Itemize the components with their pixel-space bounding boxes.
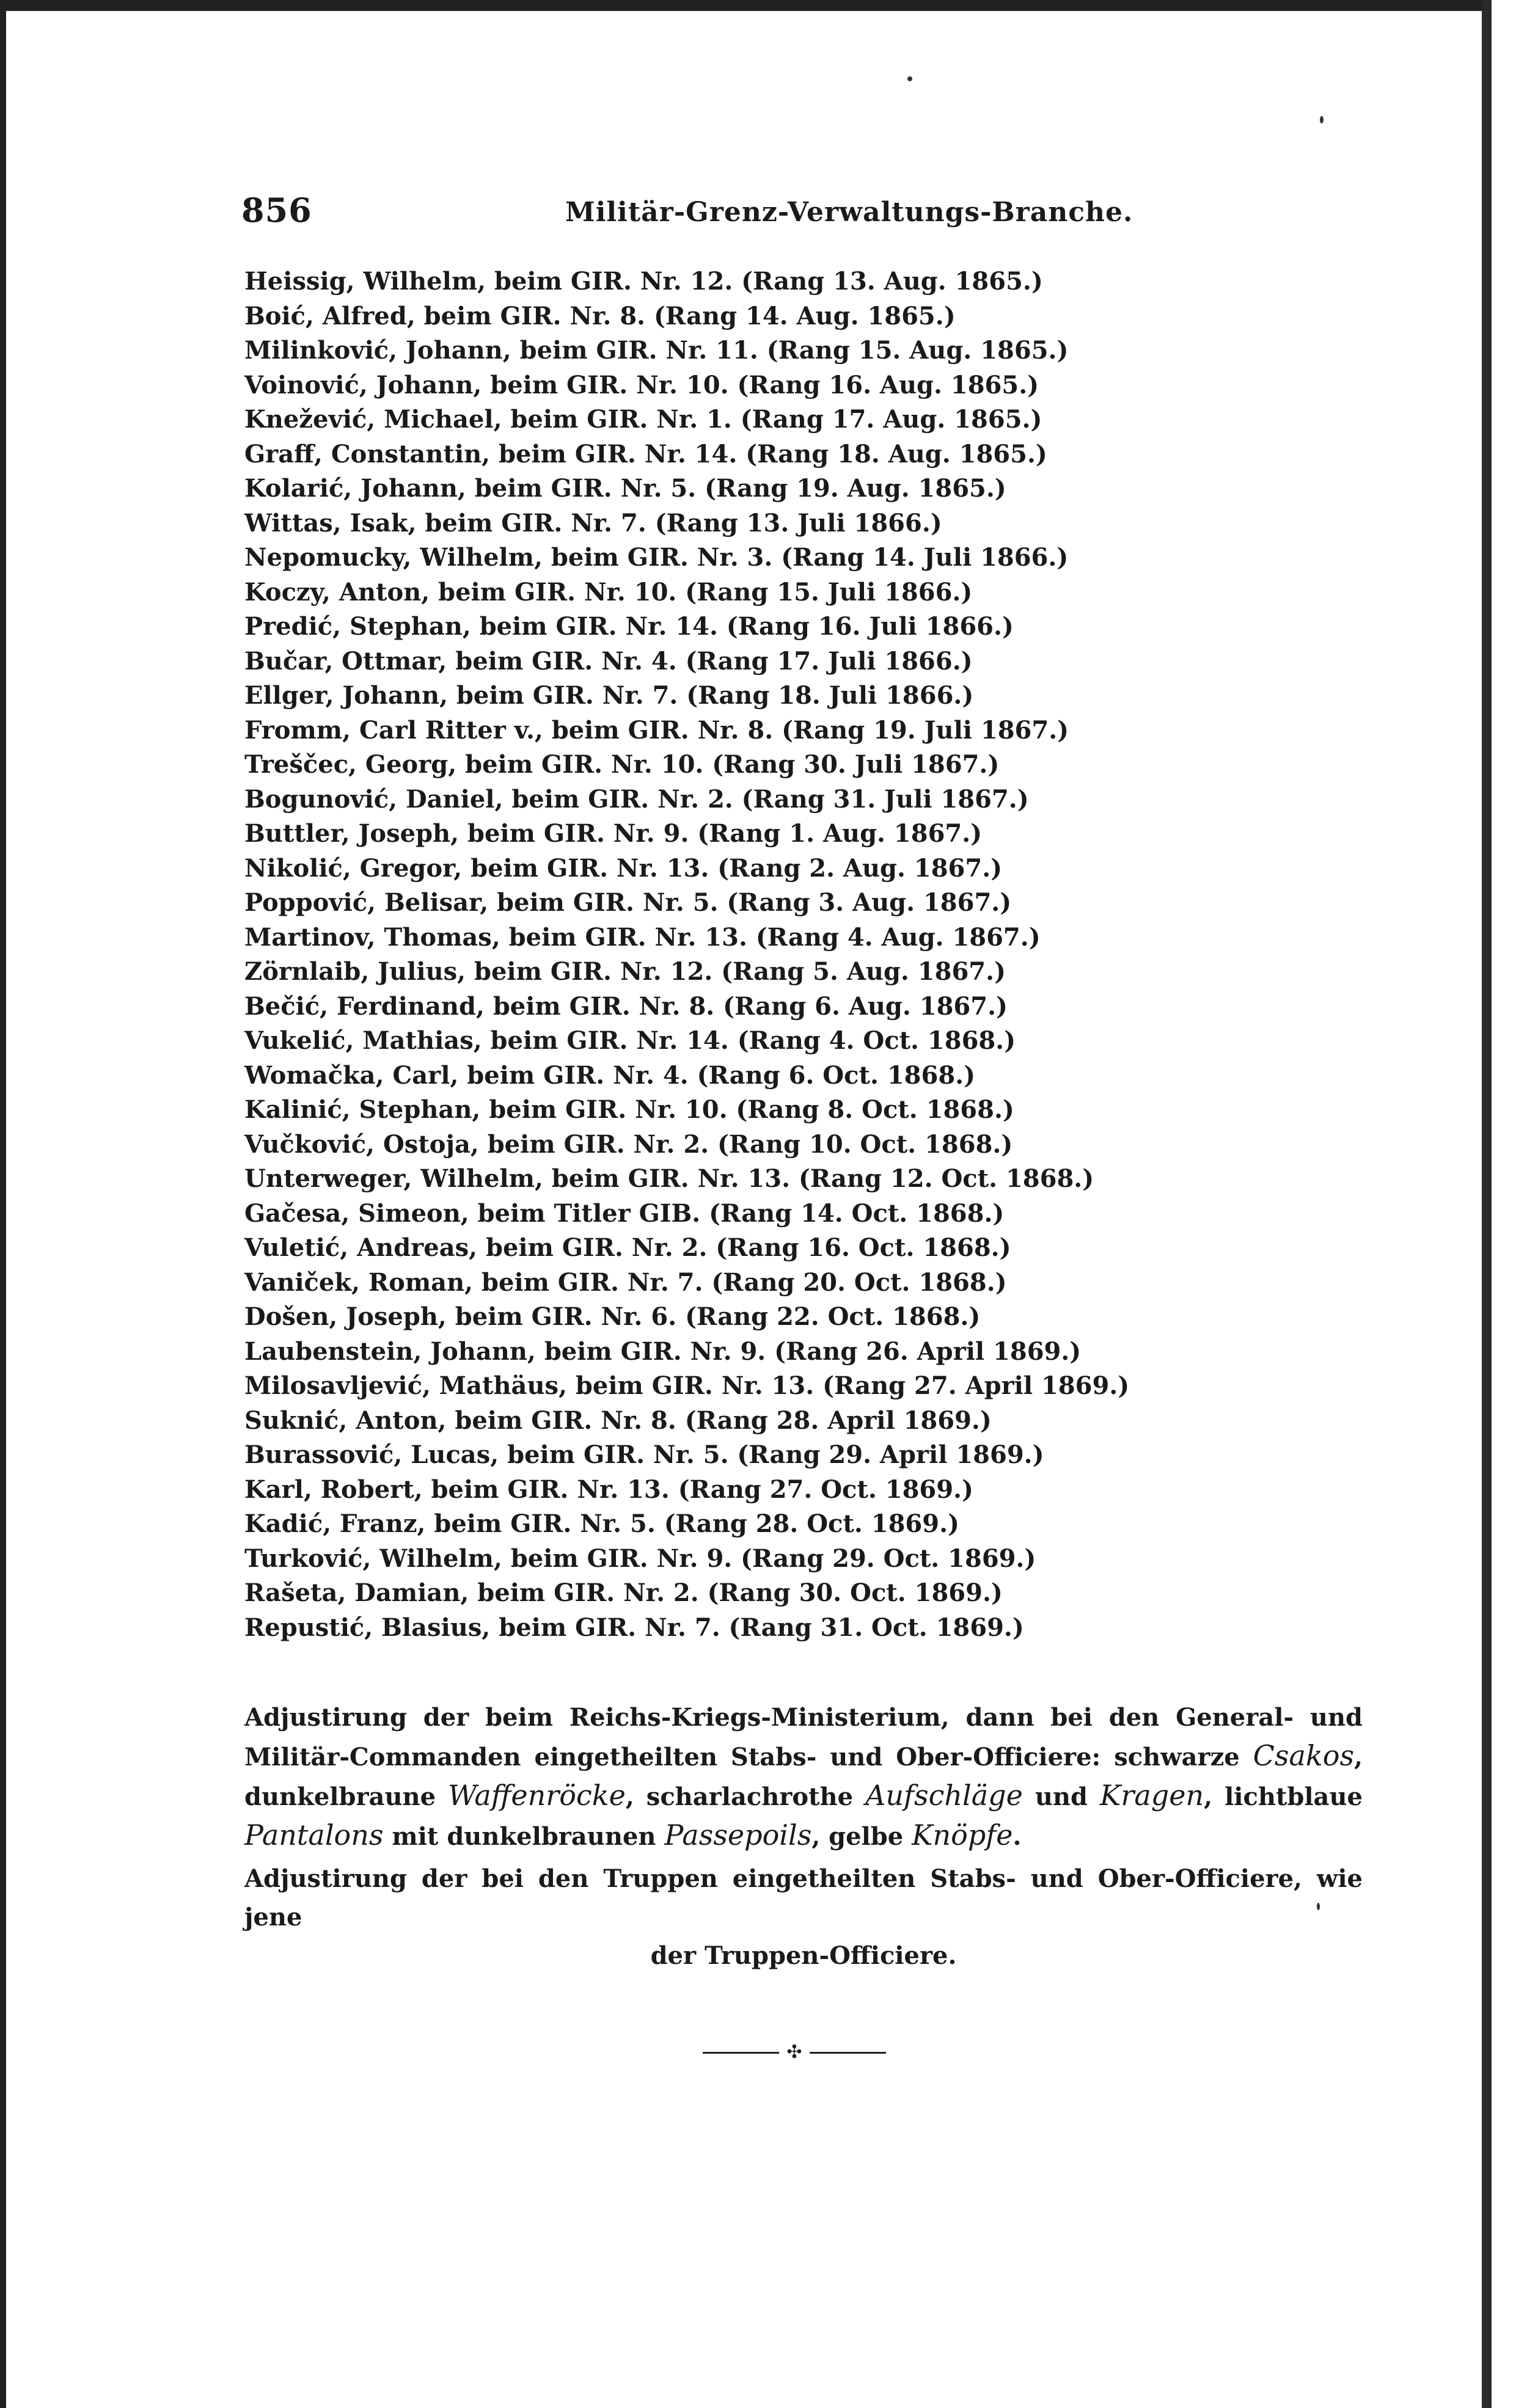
running-title: Militär-Grenz-Verwaltungs-Branche. [565,197,1133,228]
officer-entry: Boić, Alfred, beim GIR. Nr. 8. (Rang 14. Aug. 1865.) [244,301,956,330]
officer-entry: Bogunović, Daniel, beim GIR. Nr. 2. (Rang 31. Juli 1867.) [244,784,1029,814]
scan-speck [1320,116,1324,123]
officer-entry: Heissig, Wilhelm, beim GIR. Nr. 12. (Rang 13. Aug. 1865.) [244,267,1043,296]
officer-entry: Kolarić, Johann, beim GIR. Nr. 5. (Rang 19. Aug. 1865.) [244,474,1006,503]
officer-entry: Laubenstein, Johann, beim GIR. Nr. 9. (Rang 26. April 1869.) [244,1337,1082,1366]
officer-entry: Koczy, Anton, beim GIR. Nr. 10. (Rang 15. Juli 1866.) [244,577,973,607]
officer-entry: Martinov, Thomas, beim GIR. Nr. 13. (Rang 4. Aug. 1867.) [244,922,1041,952]
officer-entry: Knežević, Michael, beim GIR. Nr. 1. (Rang 17. Aug. 1865.) [244,405,1042,434]
officer-entry: Treščec, Georg, beim GIR. Nr. 10. (Rang 30. Juli 1867.) [244,750,1000,779]
ornament-knot-icon: ✣ [786,2041,802,2063]
officer-entry: Rašeta, Damian, beim GIR. Nr. 2. (Rang 30. Oct. 1869.) [244,1578,1003,1607]
officer-entry: Buttler, Joseph, beim GIR. Nr. 9. (Rang 1. Aug. 1867.) [244,819,983,848]
uniform-staff-paragraph: Adjustirung der beim Reichs-Kriegs-Ministerium, dann bei den General- und Militär-Commanden eingetheilten Stabs- und Ober-Officiere: schwarze Csakos, dunkelbraune Waffenröcke, scharlachrothe Aufschläge und Kragen, lichtblaue Pantalons mit dunkelbraunen Passepoils, gelbe Knöpfe. [244,1703,1363,1852]
uniform-troops-line-2: der Truppen-Officiere. [650,1941,957,1970]
officer-entry: Zörnlaib, Julius, beim GIR. Nr. 12. (Rang 5. Aug. 1867.) [244,957,1006,986]
uniform-troops-line-1: Adjustirung der bei den Truppen eingetheilten Stabs- und Ober-Officiere, wie jene [244,1864,1363,1932]
officer-entry: Došen, Joseph, beim GIR. Nr. 6. (Rang 22. Oct. 1868.) [244,1302,981,1331]
officer-entry: Kalinić, Stephan, beim GIR. Nr. 10. (Rang 8. Oct. 1868.) [244,1095,1014,1124]
officer-entry: Bučar, Ottmar, beim GIR. Nr. 4. (Rang 17. Juli 1866.) [244,646,973,676]
officer-entry: Suknić, Anton, beim GIR. Nr. 8. (Rang 28. April 1869.) [244,1406,992,1435]
officer-entry: Vaniček, Roman, beim GIR. Nr. 7. (Rang 20. Oct. 1868.) [244,1268,1007,1297]
officer-entry: Vuletić, Andreas, beim GIR. Nr. 2. (Rang 16. Oct. 1868.) [244,1233,1011,1262]
officer-entry: Predić, Stephan, beim GIR. Nr. 14. (Rang 16. Juli 1866.) [244,612,1014,641]
officer-entry: Vučković, Ostoja, beim GIR. Nr. 2. (Rang 10. Oct. 1868.) [244,1129,1013,1159]
scan-border-right [1482,0,1492,2408]
uniform-troops-paragraph [244,1859,1363,1975]
scan-speck [1317,1903,1320,1910]
ornament-rule-right [810,2052,886,2054]
officer-entry: Womačka, Carl, beim GIR. Nr. 4. (Rang 6. Oct. 1868.) [244,1060,975,1090]
scan-speck [907,76,912,81]
officer-entry: Repustić, Blasius, beim GIR. Nr. 7. (Rang 31. Oct. 1869.) [244,1613,1024,1642]
officer-list [244,265,1129,1645]
officer-entry: Karl, Robert, beim GIR. Nr. 13. (Rang 27. Oct. 1869.) [244,1475,973,1504]
officer-entry: Nepomucky, Wilhelm, beim GIR. Nr. 3. (Rang 14. Juli 1866.) [244,543,1069,572]
officer-entry: Vukelić, Mathias, beim GIR. Nr. 14. (Rang 4. Oct. 1868.) [244,1026,1016,1055]
officer-entry: Turković, Wilhelm, beim GIR. Nr. 9. (Rang 29. Oct. 1869.) [244,1544,1036,1573]
officer-entry: Ellger, Johann, beim GIR. Nr. 7. (Rang 18. Juli 1866.) [244,681,974,710]
end-ornament [703,2041,886,2063]
officer-entry: Milinković, Johann, beim GIR. Nr. 11. (Rang 15. Aug. 1865.) [244,336,1069,365]
officer-entry: Graff, Constantin, beim GIR. Nr. 14. (Rang 18. Aug. 1865.) [244,439,1047,469]
officer-entry: Milosavljević, Mathäus, beim GIR. Nr. 13. (Rang 27. April 1869.) [244,1371,1130,1400]
ornament-rule-left [703,2052,779,2054]
officer-entry: Bečić, Ferdinand, beim GIR. Nr. 8. (Rang 6. Aug. 1867.) [244,991,1008,1021]
officer-entry: Gačesa, Simeon, beim Titler GIB. (Rang 14. Oct. 1868.) [244,1199,1005,1228]
officer-entry: Burassović, Lucas, beim GIR. Nr. 5. (Rang 29. April 1869.) [244,1440,1044,1469]
officer-entry: Poppović, Belisar, beim GIR. Nr. 5. (Rang 3. Aug. 1867.) [244,888,1012,917]
officer-entry: Fromm, Carl Ritter v., beim GIR. Nr. 8. (Rang 19. Juli 1867.) [244,715,1069,745]
officer-entry: Kadić, Franz, beim GIR. Nr. 5. (Rang 28. Oct. 1869.) [244,1509,959,1538]
officer-entry: Wittas, Isak, beim GIR. Nr. 7. (Rang 13. Juli 1866.) [244,508,942,538]
officer-entry: Nikolić, Gregor, beim GIR. Nr. 13. (Rang 2. Aug. 1867.) [244,853,1003,883]
scan-border-top [0,0,1491,11]
officer-entry: Voinović, Johann, beim GIR. Nr. 10. (Rang 16. Aug. 1865.) [244,370,1039,400]
page-number: 856 [241,191,312,230]
scan-border-left [0,0,6,2408]
officer-entry: Unterweger, Wilhelm, beim GIR. Nr. 13. (Rang 12. Oct. 1868.) [244,1164,1094,1193]
